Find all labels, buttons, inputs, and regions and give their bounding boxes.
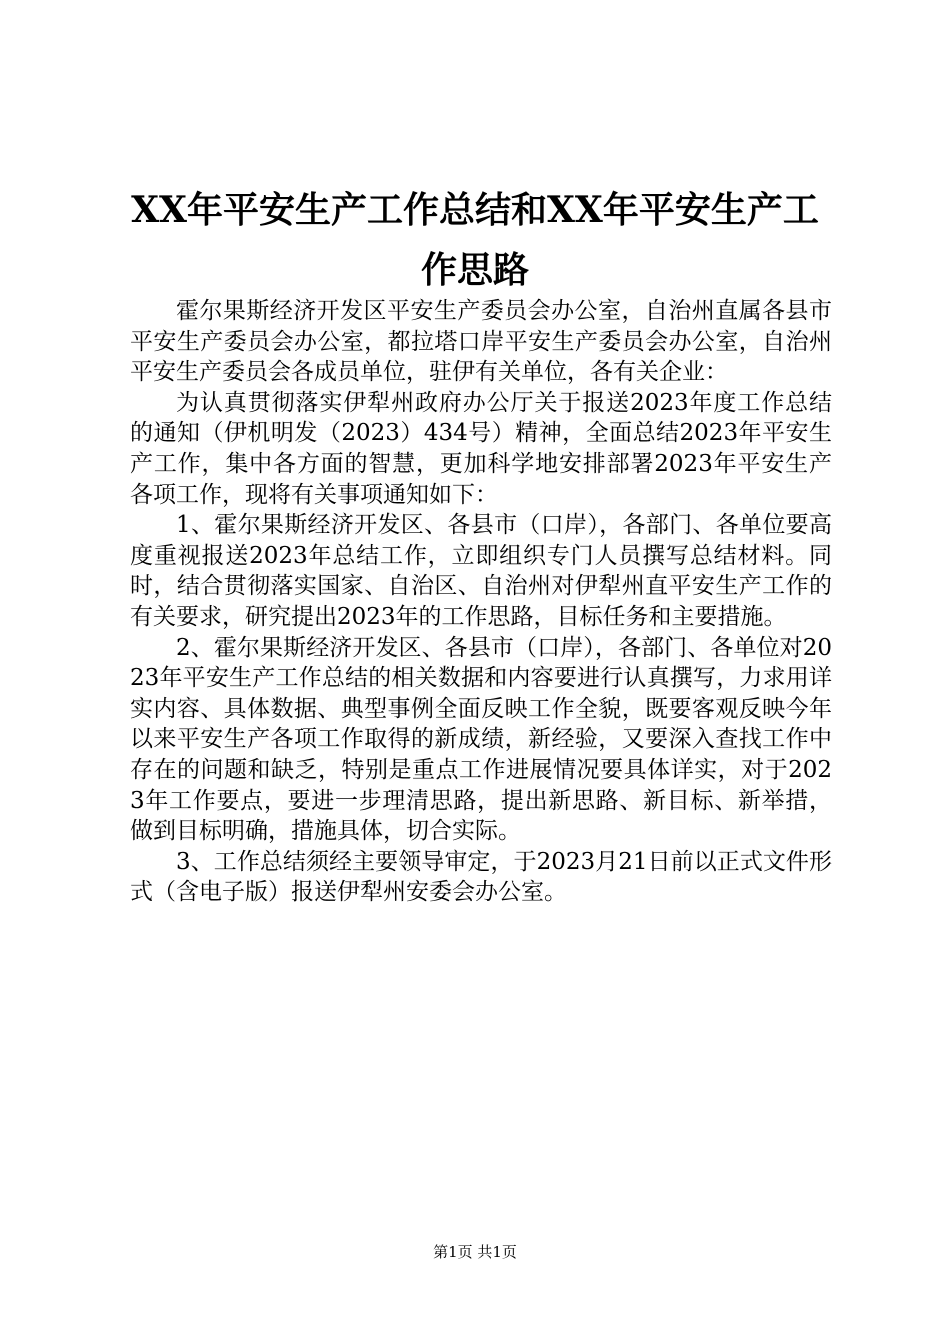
page-number-footer: 第1页 共1页 — [433, 1243, 517, 1261]
paragraph-item-2: 2、霍尔果斯经济开发区、各县市（口岸），各部门、各单位对2023年平安生产工作总结的相关数据和内容要进行认真撰写，力求用详实内容、具体数据、典型事例全面反映工作全貌，既要客观反映今年以来平安生产各项工作取得的新成绩，新经验，又要深入查找工作中存在的问题和缺乏，特别是重点工作进展情况要具体详实，对于2023年工作要点，要进一步理清思路，提出新思路、新目标、新举措，做到目标明确，措施具体，切合实际。 — [130, 634, 832, 845]
paragraph-item-1: 1、霍尔果斯经济开发区、各县市（口岸），各部门、各单位要高度重视报送2023年总结工作，立即组织专门人员撰写总结材料。同时，结合贯彻落实国家、自治区、自治州对伊犁州直平安生产工作的有关要求，研究提出2023年的工作思路，目标任务和主要措施。 — [130, 512, 832, 630]
paragraph-purpose: 为认真贯彻落实伊犁州政府办公厅关于报送2023年度工作总结的通知（伊机明发（2023）434号）精神，全面总结2023年平安生产工作，集中各方面的智慧，更加科学地安排部署2023年平安生产各项工作，现将有关事项通知如下： — [130, 389, 832, 508]
document-title: XX年平安生产工作总结和XX年平安生产工作思路 — [131, 189, 819, 291]
document-body — [130, 296, 832, 908]
paragraph-item-3: 3、工作总结须经主要领导审定，于2023月21日前以正式文件形式（含电子版）报送伊犁州安委会办公室。 — [130, 848, 832, 906]
paragraph-addressees: 霍尔果斯经济开发区平安生产委员会办公室，自治州直属各县市平安生产委员会办公室，都拉塔口岸平安生产委员会办公室，自治州平安生产委员会各成员单位，驻伊有关单位，各有关企业： — [130, 298, 832, 386]
